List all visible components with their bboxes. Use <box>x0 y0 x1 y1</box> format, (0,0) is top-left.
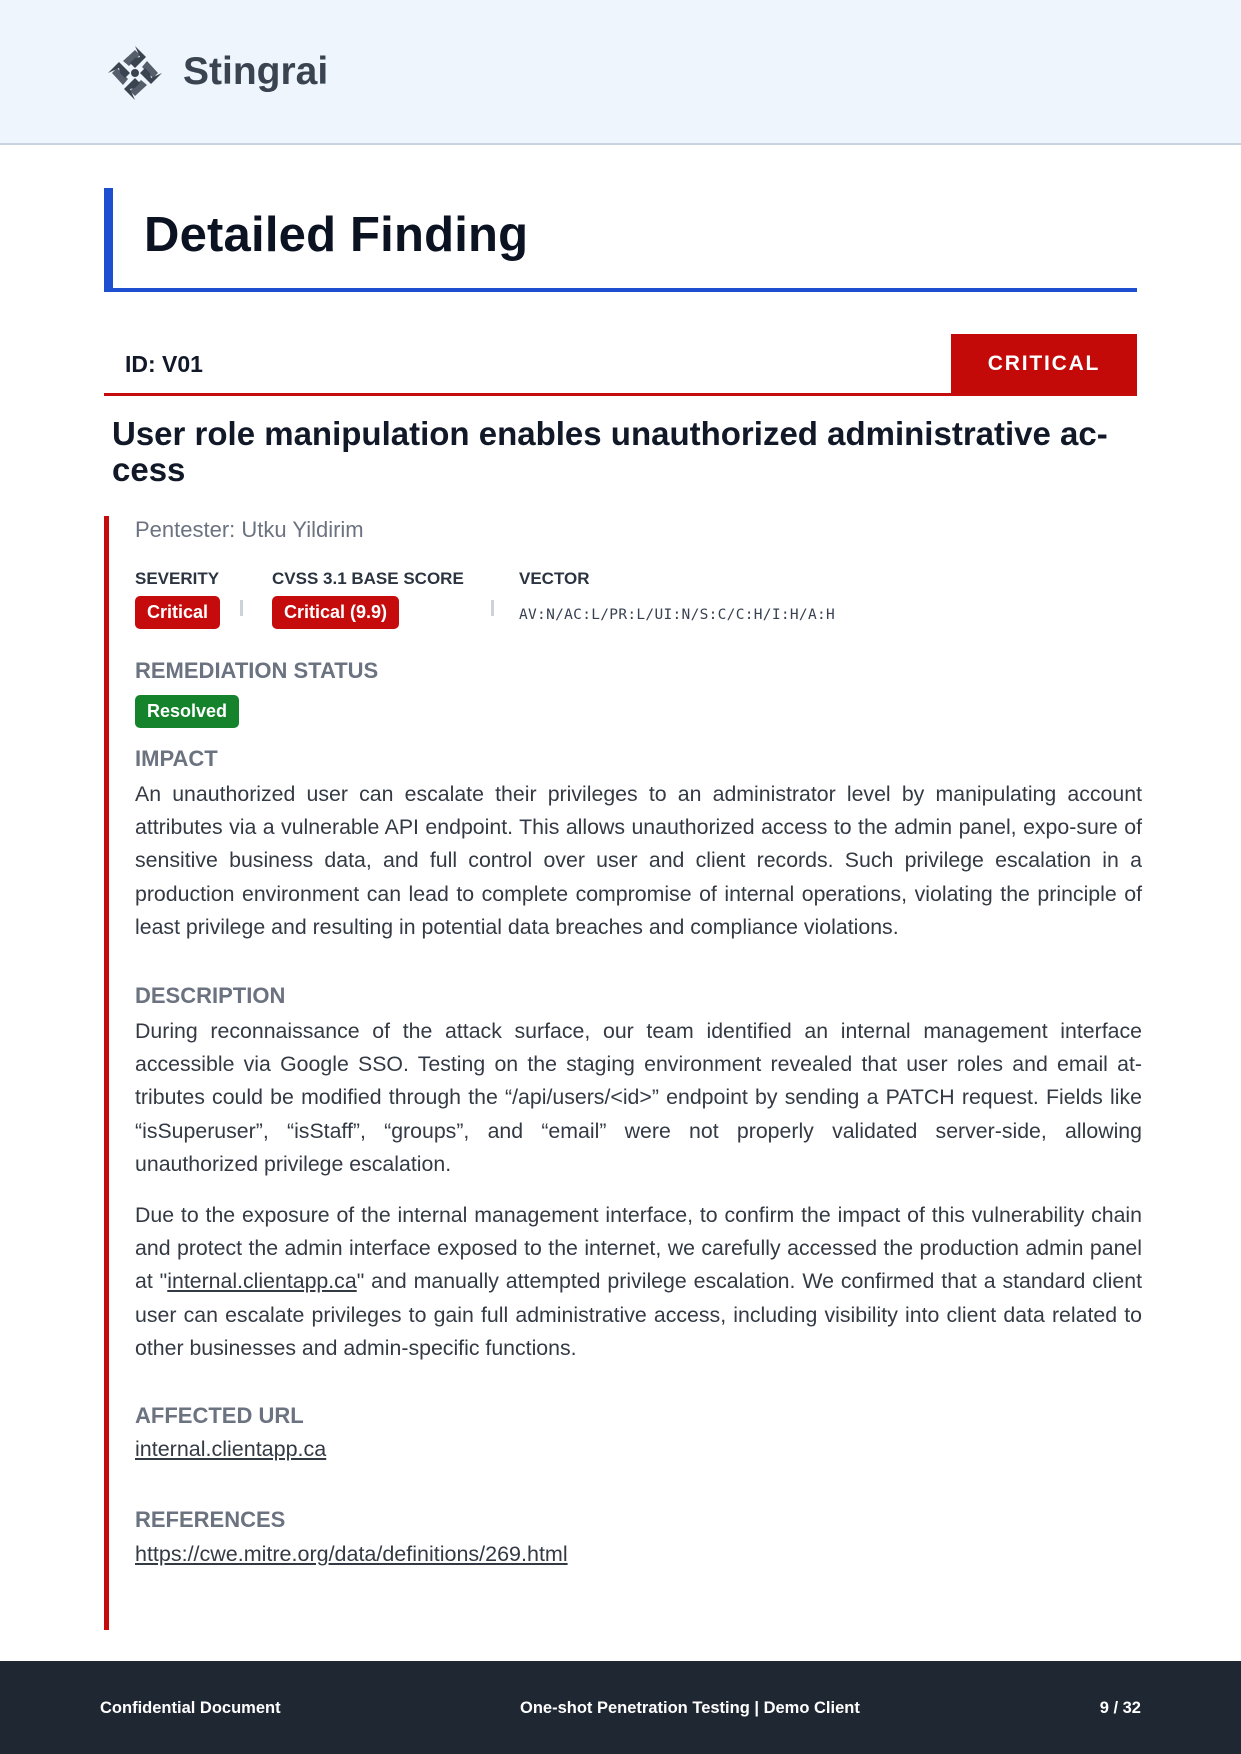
remediation-label: REMEDIATION STATUS <box>135 658 379 683</box>
severity-badge: Critical <box>135 596 220 629</box>
affected-url-link[interactable]: internal.clientapp.ca <box>135 1437 327 1461</box>
footer-confidential: Confidential Document <box>100 1699 281 1717</box>
brand-name: Stingrai <box>183 50 329 93</box>
stingrai-logo-icon <box>106 44 164 102</box>
impact-label: IMPACT <box>135 746 218 771</box>
description-paragraph-1: During reconnaissance of the attack surface, our team identified an internal management interface accessible via Google SSO. Testing on the staging environment revealed that user roles and email at-tributes could be modified through the “/api/users/<id>” endpoint by sending a PATCH request. Fields like “isSuperuser”, “isStaff”, “groups”, and “email” were not properly validated server-side, allowing unauthorized privilege escalation. <box>135 1019 1142 1176</box>
finding-body <box>104 516 1142 1630</box>
page-title-block <box>104 188 1137 292</box>
page-footer <box>0 1661 1241 1754</box>
severity-tag: CRITICAL <box>951 334 1137 393</box>
meta-separator <box>491 600 494 616</box>
severity-label: SEVERITY <box>135 569 220 588</box>
impact-text: An unauthorized user can escalate their privileges to an administrator level by manipulating account attributes via a vulnerable API endpoint. This allows unauthorized access to the admin panel, expo-sure of sensitive business data, and full control over user and client records. Such privilege escalation in a production environment can lead to complete compromise of internal operations, violating the principle of least privilege and resulting in potential data breaches and compliance violations. <box>135 782 1142 939</box>
cvss-label: CVSS 3.1 BASE SCORE <box>272 569 464 588</box>
page-title: Detailed Finding <box>144 208 529 262</box>
description-link[interactable]: internal.clientapp.ca <box>167 1269 357 1294</box>
finding-id-row <box>104 334 1137 396</box>
pentester-name: Pentester: Utku Yildirim <box>135 517 364 542</box>
affected-url-label: AFFECTED URL <box>135 1403 304 1428</box>
meta-separator <box>240 600 243 616</box>
footer-project: One-shot Penetration Testing | Demo Client <box>520 1699 860 1717</box>
reference-link[interactable]: https://cwe.mitre.org/data/definitions/269.html <box>135 1542 568 1566</box>
page-header <box>0 0 1241 145</box>
vector-label: VECTOR <box>519 569 590 588</box>
description-text: Due to the exposure of the internal management interface, to confirm the impact of this vulnerability chain and protect the admin interface exposed to the internet, we carefully accessed the production admin panel at " <box>135 1203 1142 1294</box>
description-paragraph-2 <box>135 1199 1142 1365</box>
finding-title: User role manipulation enables unauthorized administrative ac- cess <box>112 415 1108 488</box>
footer-page-number: 9 / 32 <box>1099 1699 1141 1717</box>
vector-value: AV:N/AC:L/PR:L/UI:N/S:C/C:H/I:H/A:H <box>519 607 836 623</box>
finding-id: ID: V01 <box>125 351 203 377</box>
description-label: DESCRIPTION <box>135 983 286 1008</box>
cvss-badge: Critical (9.9) <box>272 596 399 629</box>
references-label: REFERENCES <box>135 1507 286 1532</box>
description-text: " and manually attempted privilege escalation. We confirmed that a standard client user can escalate privileges to gain full administrative access, including visibility into client data related to other businesses and admin-specific functions. <box>135 1269 1142 1360</box>
remediation-badge: Resolved <box>135 695 239 728</box>
